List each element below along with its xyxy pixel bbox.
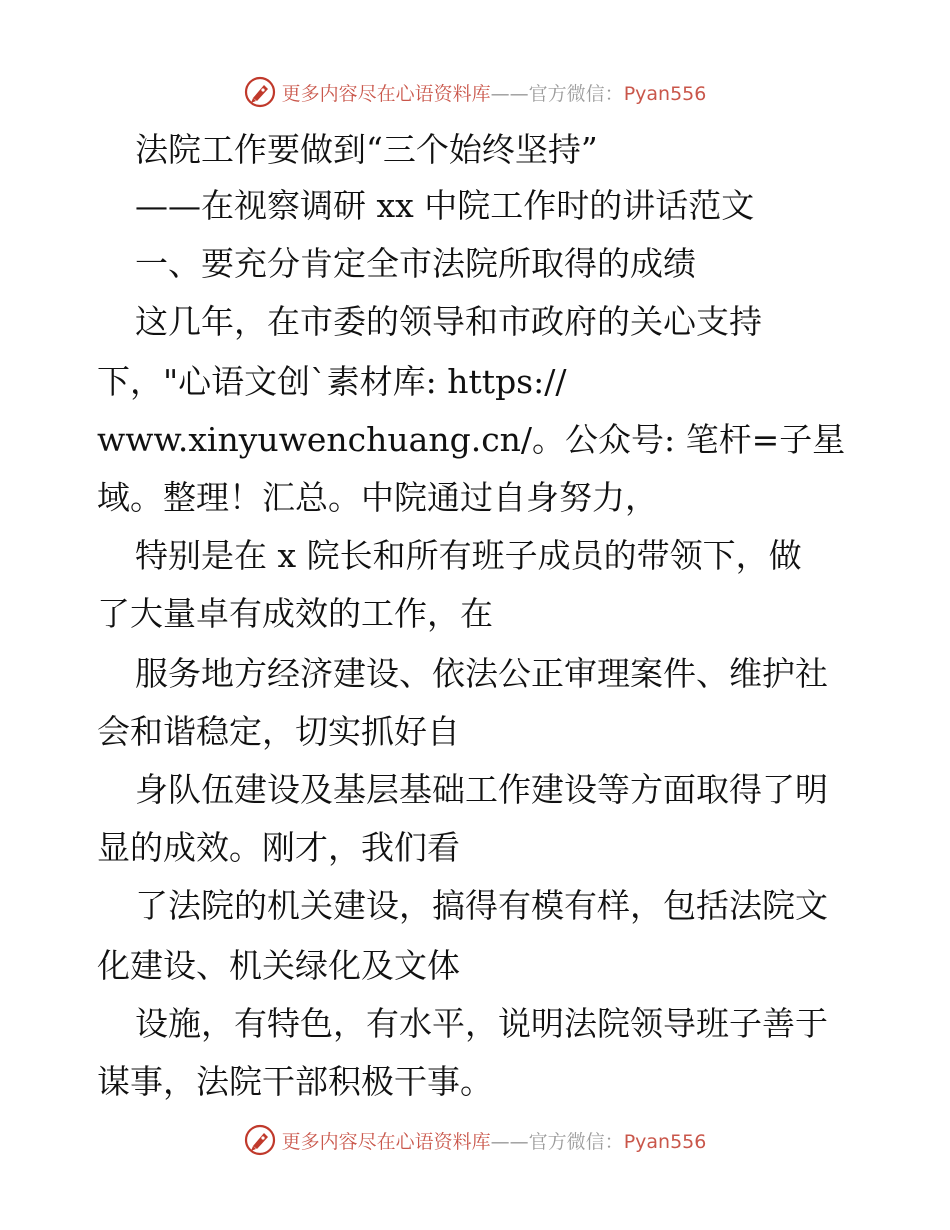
paragraph-line: 特别是在 x 院长和所有班子成员的带领下，做 bbox=[135, 536, 802, 575]
header-banner-account: Pyan556 bbox=[623, 82, 707, 105]
paragraph-line: 下，"心语文创`素材库: https:// bbox=[97, 362, 567, 401]
paragraph-line: 了大量卓有成效的工作，在 bbox=[97, 594, 493, 633]
paragraph-line: www.xinyuwenchuang.cn/。公众号: 笔杆=子星 bbox=[97, 420, 846, 459]
paragraph-line: 显的成效。刚才，我们看 bbox=[97, 828, 460, 867]
footer-banner-dash: —— bbox=[490, 1130, 529, 1153]
header-banner bbox=[0, 72, 950, 112]
paragraph-line: 谋事，法院干部积极干事。 bbox=[97, 1062, 493, 1101]
paragraph-line: 域。整理！汇总。中院通过自身努力， bbox=[97, 478, 658, 517]
header-banner-text bbox=[282, 79, 707, 106]
pen-nib-logo-icon bbox=[244, 1124, 276, 1156]
footer-banner-label: 官方微信： bbox=[528, 1130, 624, 1153]
footer-banner-text bbox=[282, 1127, 707, 1154]
section-heading: 一、要充分肯定全市法院所取得的成绩 bbox=[135, 244, 696, 283]
paragraph-line: 服务地方经济建设、依法公正审理案件、维护社 bbox=[135, 654, 828, 693]
paragraph-line: 化建设、机关绿化及文体 bbox=[97, 946, 460, 985]
paragraph-line: 会和谐稳定，切实抓好自 bbox=[97, 712, 460, 751]
header-banner-promo: 更多内容尽在心语资料库 bbox=[281, 82, 491, 105]
footer-banner-content bbox=[244, 1124, 707, 1156]
paragraph-line: 设施，有特色，有水平，说明法院领导班子善于 bbox=[135, 1004, 828, 1043]
footer-banner-account: Pyan556 bbox=[623, 1130, 707, 1153]
footer-banner bbox=[0, 1120, 950, 1160]
paragraph-line: 了法院的机关建设，搞得有模有样，包括法院文 bbox=[135, 886, 828, 925]
document-title: 法院工作要做到“三个始终坚持” bbox=[135, 130, 598, 169]
header-banner-label: 官方微信： bbox=[528, 82, 624, 105]
header-banner-content bbox=[244, 76, 707, 108]
header-banner-dash: —— bbox=[490, 82, 529, 105]
document-subtitle: ——在视察调研 xx 中院工作时的讲话范文 bbox=[135, 186, 755, 225]
pen-nib-logo-icon bbox=[244, 76, 276, 108]
paragraph-line: 这几年，在市委的领导和市政府的关心支持 bbox=[135, 302, 762, 341]
footer-banner-promo: 更多内容尽在心语资料库 bbox=[281, 1130, 491, 1153]
paragraph-line: 身队伍建设及基层基础工作建设等方面取得了明 bbox=[135, 770, 828, 809]
